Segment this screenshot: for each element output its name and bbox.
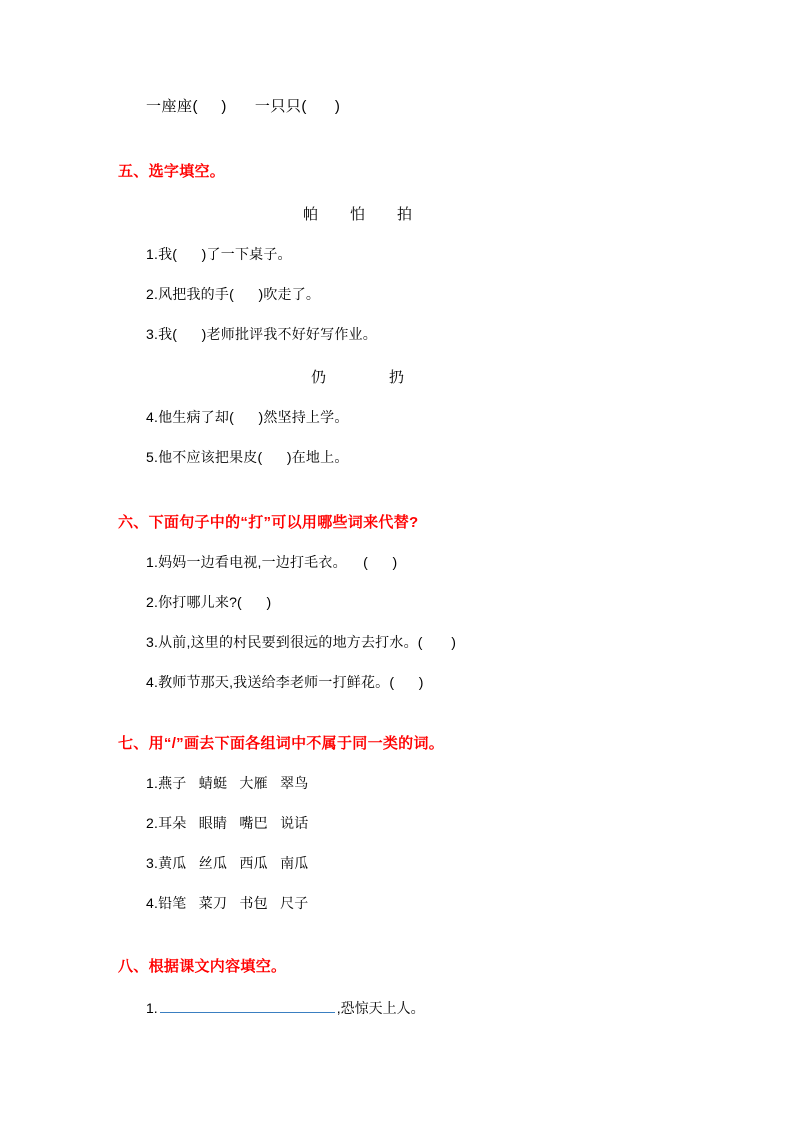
word-group-item: 2.耳朵 眼睛 嘴巴 说话	[146, 815, 309, 831]
fill-in-blank-suffix: ,恐惊天上人。	[336, 1000, 425, 1016]
question-item: 1.妈妈一边看电视,一边打毛衣。 ( )	[146, 554, 398, 570]
question-item: 3.从前,这里的村民要到很远的地方去打水。( )	[146, 634, 457, 650]
question-item: 2.你打哪儿来?( )	[146, 594, 272, 610]
question-item: 4.教师节那天,我送给李老师一打鲜花。( )	[146, 674, 424, 690]
question-item: 3.我( )老师批评我不好好写作业。	[146, 326, 377, 342]
section-heading-7: 七、用“/”画去下面各组词中不属于同一类的词。	[118, 735, 445, 752]
section-heading-8: 八、根据课文内容填空。	[118, 958, 287, 975]
fill-in-blank-row	[146, 998, 678, 1018]
fill-in-blank-number: 1.	[146, 1000, 158, 1016]
question-item: 5.他不应该把果皮( )在地上。	[146, 449, 349, 465]
word-group-item: 3.黄瓜 丝瓜 西瓜 南瓜	[146, 855, 309, 871]
answer-blank[interactable]	[160, 998, 335, 1013]
top-measure-word-line: 一座座( ) 一只只( )	[146, 98, 341, 115]
worksheet-content	[118, 95, 678, 1018]
section-heading-5: 五、选字填空。	[118, 163, 226, 180]
word-group-item: 4.铅笔 菜刀 书包 尺子	[146, 895, 309, 911]
character-bank-1: 帕 怕 拍	[302, 206, 413, 223]
section-heading-6: 六、下面句子中的“打”可以用哪些词来代替?	[118, 514, 419, 531]
word-group-item: 1.燕子 蜻蜓 大雁 翠鸟	[146, 775, 309, 791]
question-item: 1.我( )了一下桌子。	[146, 246, 292, 262]
question-item: 2.风把我的手( )吹走了。	[146, 286, 321, 302]
character-bank-2: 仍 扔	[310, 369, 405, 386]
question-item: 4.他生病了却( )然坚持上学。	[146, 409, 349, 425]
